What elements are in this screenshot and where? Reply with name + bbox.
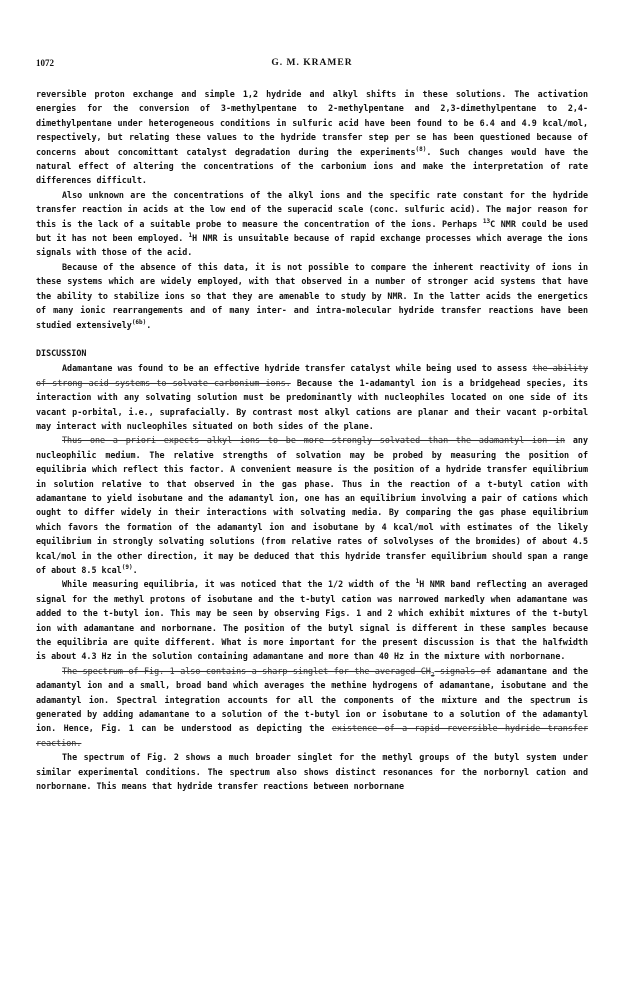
- paragraph-1: [36, 87, 588, 188]
- paragraph-7: [36, 664, 588, 750]
- isotope-superscript: 1: [188, 232, 193, 240]
- text-span: H NMR is unsuitable because of rapid exchange processes which average the ions signals with those of the acid.: [36, 233, 589, 258]
- section-heading: DISCUSSION: [36, 347, 87, 358]
- isotope-superscript: 13: [482, 217, 491, 225]
- text-span: H NMR band reflecting an averaged signal for the methyl protons of isobutane and the t-butyl cation was narrowed markedly when adamantane was added to the t-butyl ion. This may be seen by observing Figs. 1 and 2 which exhibit mixtures of the t-butyl ion with adamantane and norbornane. The position of the butyl signal is different in these samples because the equilibria are quite different. What is more important for the present discussion is that the halfwidth is about 4.3 Hz in the solution containing adamantane and more than 40 Hz in the mixture with norbornane.: [36, 579, 588, 662]
- subscript: 2: [430, 671, 435, 679]
- text-span: Because the 1-adamantyl ion is a bridgehead species, its interaction with any solvating solution must be predominantly with nucleophiles located on one side of its vacant p-orbital, i.e., suprafacially. By contrast most alkyl cations are planar and their vacant p-orbital may interact with nucleophiles situated on both sides of the plane.: [36, 377, 588, 431]
- text-span: Adamantane was found to be an effective hydride transfer catalyst while being used to assess: [62, 363, 533, 374]
- struck-text: signals of: [434, 665, 491, 676]
- text-span: .: [132, 565, 138, 575]
- text-span: . Such changes would have the natural effect of altering the concentrations of the carbonium ions and make the interpretation of rate differences difficult.: [36, 146, 588, 186]
- paragraph-4: [36, 361, 588, 433]
- article-body: [36, 87, 588, 794]
- reference-marker: (6b): [131, 318, 147, 326]
- struck-text: Thus one a priori expects alkyl ions to be more strongly solvated than the adamantyl ion in: [62, 435, 566, 446]
- paragraph-6: [36, 577, 588, 663]
- struck-text: existence of a rapid reversible hydride transfer reaction.: [36, 723, 589, 748]
- text-span: While measuring equilibria, it was noticed that the 1/2 width of the: [62, 579, 416, 590]
- text-span: reversible proton exchange and simple 1,2 hydride and alkyl shifts in these solutions. The activation energies for the conversion of 3-methylpentane to 2-methylpentane and 2,3-dimethylpentane to 2,4-dimethylpentane under heterogeneous conditions in sulfuric acid have been found to be 6.4 and 4.9 kcal/mol, respectively, but relating these values to the hydride transfer step per se has been questioned because of concerns about concomittant catalyst degradation during the experiments: [36, 89, 588, 157]
- text-span: C NMR could be used but it has not been employed.: [36, 218, 588, 244]
- reference-marker: (8): [415, 145, 427, 153]
- text-span: .: [146, 319, 152, 330]
- struck-text: The spectrum of Fig. 1 also contains a sharp singlet for the averaged CH: [62, 665, 431, 676]
- page-header: [36, 56, 588, 70]
- reference-marker: (9): [121, 564, 133, 572]
- isotope-superscript: 1: [415, 578, 420, 586]
- paragraph-5: [36, 433, 588, 577]
- text-span: adamantane and the adamantyl ion and a small, broad band which averages the methine hydrogens of adamantane, isobutane and the adamantyl ion. Spectral integration accounts for all the components of the mixture and the spectrum is generated by adding adamantane to a solution of the t-butyl ion or isobutane to a solution of the adamantyl ion. Hence, Fig. 1 can be understood as depicting the: [36, 665, 588, 734]
- text-span: Because of the absence of this data, it is not possible to compare the inherent reactivity of ions in these systems which are widely employed, with that observed in a number of stronger acid systems that have the ability to stabilize ions so that they are amenable to study by NMR. In the latter acids the energetics of many ionic rearrangements and of many inter- and intra-molecular hydride transfer reactions have been studied extensively: [36, 261, 588, 330]
- text-span: any nucleophilic medium. The relative strengths of solvation may be probed by measuring the position of equilibria which reflect this factor. A convenient measure is the position of a hydride transfer equilibrium in solution relative to that observed in the gas phase. Thus in the reaction of a t-butyl cation with adamantane to yield isobutane and the adamantyl ion, one has an equilibrium involving a pair of cations which ought to differ widely in their interactions with solvating media. By comparing the gas phase equilibrium which favors the formation of the adamantyl ion and isobutane by 4 kcal/mol with estimates of the likely equilibrium in strongly solvating solutions (from relative rates of solvolyses of the bromides) of about 4.5 kcal/mol in the other direction, it may be deduced that this hydride transfer equilibrium should span a range of about 8.5 kcal: [36, 435, 588, 575]
- paragraph-8: [36, 750, 588, 793]
- paragraph-2: [36, 188, 588, 260]
- running-head: G. M. KRAMER: [271, 58, 353, 68]
- paragraph-3: [36, 260, 588, 332]
- struck-text: the ability of strong acid systems to solvate carbonium ions.: [36, 363, 588, 388]
- text-span: Also unknown are the concentrations of the alkyl ions and the specific rate constant for the hydride transfer reaction in acids at the low end of the superacid scale (conc. sulfuric acid). The major reason for this is the lack of a suitable probe to measure the concentration of the ions. Perhaps: [36, 189, 588, 229]
- text-span: The spectrum of Fig. 2 shows a much broader singlet for the methyl groups of the butyl system under similar experimental conditions. The spectrum also shows distinct resonances for the norbornyl cation and norbornane. This means that hydride transfer reactions between norbornane: [36, 752, 588, 792]
- page-number: 1072: [36, 58, 54, 68]
